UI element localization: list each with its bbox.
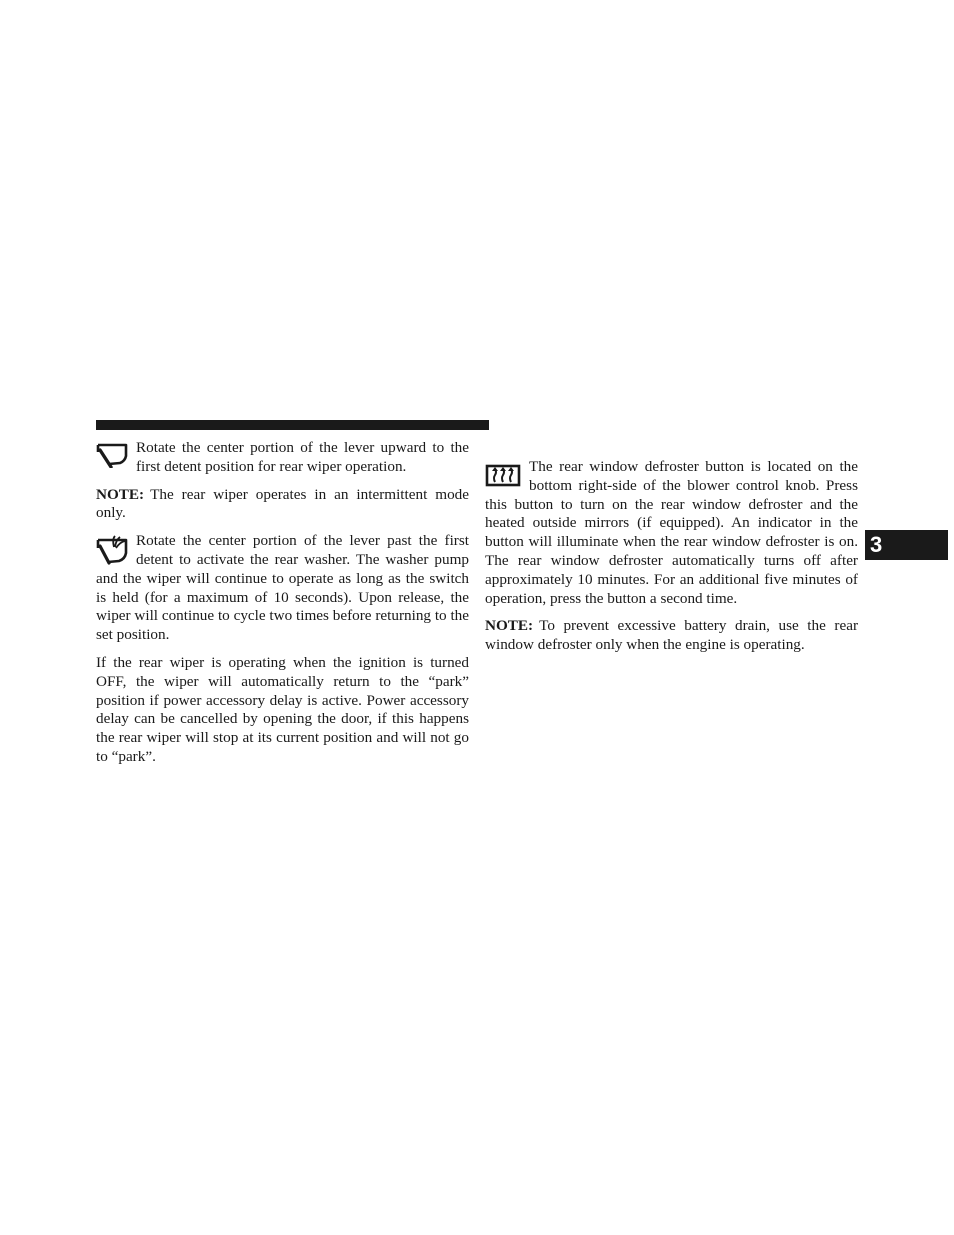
rear-washer-text: Rotate the center portion of the lever past the first detent to activate the rear washer. The washer pump and the wiper will continue to operate as long as the switch is held (for a maximum of 10 seconds). Upon release, the wiper will continue to cycle two times before returning to the set position. <box>96 532 469 644</box>
left-column <box>96 439 469 776</box>
section-rule-bar <box>96 420 489 430</box>
note-label: NOTE: <box>96 485 145 503</box>
section-tab: 3 <box>865 530 948 560</box>
rear-wiper-paragraph <box>96 439 469 477</box>
note-label: NOTE: <box>485 617 534 635</box>
note-intermittent <box>96 486 469 524</box>
rear-defroster-icon <box>485 461 521 489</box>
rear-defroster-paragraph <box>485 458 858 608</box>
note-battery-drain-text: To prevent excessive battery drain, use the rear window defroster only when the engine is operating. <box>485 617 858 654</box>
note-intermittent-text: The rear wiper operates in an intermittent mode only. <box>96 485 469 522</box>
rear-wiper-park-paragraph: If the rear wiper is operating when the ignition is turned OFF, the wiper will automatically return to the “park” position if power accessory delay is active. Power accessory delay can be cancelled by opening the door, if this happens the rear wiper will stop at its current position and will not go to “park”. <box>96 653 469 765</box>
rear-washer-paragraph <box>96 532 469 645</box>
rear-defroster-text: The rear window defroster button is located on the bottom right-side of the blower control knob. Press this button to turn on the rear window defroster and the heated outside mirrors (if equipped). An indicator in the button will illuminate when the rear window defroster is on. The rear window defroster automatically turns off after approximately 10 minutes. For an additional five minutes of operation, press the button a second time. <box>485 458 858 607</box>
rear-washer-icon <box>96 535 128 565</box>
right-column <box>485 458 858 664</box>
rear-wiper-icon <box>96 442 128 468</box>
note-battery-drain <box>485 617 858 655</box>
rear-wiper-text: Rotate the center portion of the lever upward to the first detent position for rear wiper operation. <box>136 439 469 475</box>
